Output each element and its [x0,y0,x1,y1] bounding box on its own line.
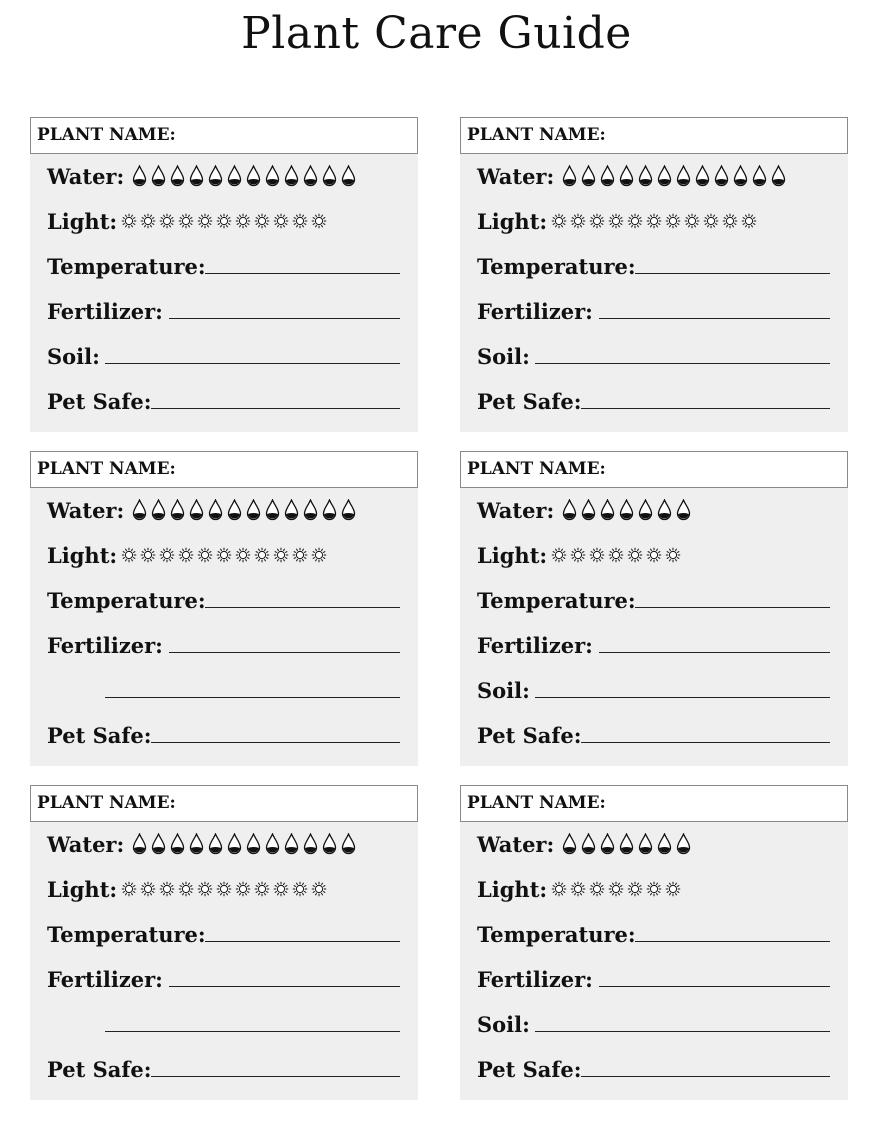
light-row [477,206,760,236]
water-drop-icon [208,499,223,521]
page-title: Plant Care Guide [241,8,632,59]
water-drop-icon [619,165,634,187]
temperature-row [477,251,636,281]
fertilizer-fill-line[interactable] [169,986,400,987]
sun-icon [589,881,605,897]
temperature-row [47,585,206,615]
pet-safe-row [477,386,582,416]
water-drop-icon [303,499,318,521]
sun-icon [570,881,586,897]
water-drop-icon [562,833,577,855]
water-label: Water: [477,497,555,523]
water-drop-icon [581,499,596,521]
fertilizer-row [47,630,163,660]
light-rating [551,213,760,229]
water-drop-icon [265,499,280,521]
water-drop-icon [208,165,223,187]
pet-safe-row [477,1054,582,1084]
temperature-fill-line[interactable] [635,273,830,274]
water-drop-icon [695,165,710,187]
water-rating [562,833,695,855]
water-drop-icon [657,165,672,187]
sun-icon [551,547,567,563]
water-row [477,829,695,859]
water-drop-icon [322,499,337,521]
water-drop-icon [341,833,356,855]
sun-icon [216,547,232,563]
pet-safe-label: Pet Safe: [47,1056,152,1082]
soil-fill-line[interactable] [535,1031,830,1032]
water-label: Water: [477,831,555,857]
sun-icon [121,213,137,229]
sun-icon [159,547,175,563]
fertilizer-row [477,630,593,660]
sun-icon [627,881,643,897]
water-drop-icon [284,165,299,187]
sun-icon [665,881,681,897]
sun-icon [311,547,327,563]
soil-row [477,1009,530,1039]
plant-card [30,117,418,432]
soil-fill-line[interactable] [105,697,400,698]
fertilizer-label: Fertilizer: [477,632,593,658]
sun-icon [570,213,586,229]
pet-safe-row [47,386,152,416]
pet-safe-label: Pet Safe: [477,722,582,748]
water-drop-icon [170,165,185,187]
water-rating [132,165,360,187]
water-drop-icon [676,833,691,855]
sun-icon [273,881,289,897]
soil-label: Soil: [477,1011,530,1037]
light-label: Light: [477,876,548,902]
water-drop-icon [151,499,166,521]
temperature-label: Temperature: [477,587,636,613]
fertilizer-label: Fertilizer: [47,966,163,992]
fertilizer-label: Fertilizer: [477,966,593,992]
soil-label: Soil: [47,343,100,369]
water-label: Water: [47,831,125,857]
sun-icon [646,213,662,229]
soil-fill-line[interactable] [105,363,400,364]
water-drop-icon [676,165,691,187]
water-drop-icon [619,499,634,521]
water-drop-icon [303,165,318,187]
light-label: Light: [47,542,118,568]
pet-safe-label: Pet Safe: [477,1056,582,1082]
pet-safe-row [47,720,152,750]
water-drop-icon [600,833,615,855]
sun-icon [159,881,175,897]
plant-name-field[interactable]: PLANT NAME: [30,451,418,488]
water-row [47,161,360,191]
sun-icon [197,881,213,897]
sun-icon [254,881,270,897]
pet-safe-fill-line[interactable] [581,408,830,409]
fertilizer-fill-line[interactable] [599,652,830,653]
water-label: Water: [477,163,555,189]
sun-icon [292,213,308,229]
water-label: Water: [47,497,125,523]
fertilizer-fill-line[interactable] [599,318,830,319]
light-rating [121,547,330,563]
water-drop-icon [714,165,729,187]
water-drop-icon [189,165,204,187]
water-drop-icon [657,833,672,855]
water-rating [132,833,360,855]
temperature-label: Temperature: [477,253,636,279]
soil-fill-line[interactable] [535,697,830,698]
sun-icon [140,213,156,229]
water-drop-icon [284,833,299,855]
fertilizer-row [477,296,593,326]
sun-icon [292,881,308,897]
light-row [47,540,330,570]
sun-icon [722,213,738,229]
sun-icon [121,881,137,897]
fertilizer-label: Fertilizer: [47,632,163,658]
water-rating [562,499,695,521]
water-drop-icon [733,165,748,187]
water-drop-icon [189,833,204,855]
water-rating [132,499,360,521]
sun-icon [178,213,194,229]
water-row [47,829,360,859]
plant-name-field[interactable]: PLANT NAME: [30,785,418,822]
water-label: Water: [47,163,125,189]
fertilizer-fill-line[interactable] [169,652,400,653]
water-drop-icon [303,833,318,855]
sun-icon [216,881,232,897]
water-drop-icon [189,499,204,521]
sun-icon [703,213,719,229]
water-drop-icon [151,833,166,855]
water-row [47,495,360,525]
water-drop-icon [676,499,691,521]
sun-icon [235,213,251,229]
temperature-fill-line[interactable] [205,607,400,608]
sun-icon [254,213,270,229]
temperature-row [477,919,636,949]
sun-icon [570,547,586,563]
sun-icon [551,213,567,229]
pet-safe-fill-line[interactable] [151,742,400,743]
sun-icon [665,213,681,229]
water-drop-icon [284,499,299,521]
water-drop-icon [771,165,786,187]
light-rating [121,881,330,897]
water-drop-icon [227,499,242,521]
pet-safe-fill-line[interactable] [151,1076,400,1077]
pet-safe-row [47,1054,152,1084]
water-drop-icon [638,499,653,521]
sun-icon [741,213,757,229]
temperature-row [477,585,636,615]
temperature-label: Temperature: [47,587,206,613]
plant-name-field[interactable]: PLANT NAME: [460,117,848,154]
sun-icon [608,213,624,229]
water-drop-icon [341,499,356,521]
soil-label: Soil: [477,677,530,703]
water-drop-icon [638,165,653,187]
water-rating [562,165,790,187]
sun-icon [178,881,194,897]
sun-icon [589,213,605,229]
sun-icon [159,213,175,229]
water-drop-icon [132,499,147,521]
sun-icon [197,213,213,229]
water-drop-icon [600,499,615,521]
temperature-fill-line[interactable] [635,607,830,608]
fertilizer-fill-line[interactable] [169,318,400,319]
sun-icon [589,547,605,563]
fertilizer-row [47,296,163,326]
sun-icon [292,547,308,563]
light-row [47,874,330,904]
pet-safe-label: Pet Safe: [47,388,152,414]
sun-icon [684,213,700,229]
plant-card [30,785,418,1100]
fertilizer-fill-line[interactable] [599,986,830,987]
plant-name-field[interactable]: PLANT NAME: [460,785,848,822]
water-drop-icon [581,165,596,187]
temperature-label: Temperature: [477,921,636,947]
pet-safe-fill-line[interactable] [151,408,400,409]
sun-icon [646,881,662,897]
temperature-row [47,251,206,281]
light-label: Light: [477,542,548,568]
fertilizer-label: Fertilizer: [477,298,593,324]
water-drop-icon [132,833,147,855]
temperature-fill-line[interactable] [205,941,400,942]
pet-safe-row [477,720,582,750]
temperature-row [47,919,206,949]
water-drop-icon [208,833,223,855]
pet-safe-fill-line[interactable] [581,742,830,743]
sun-icon [311,881,327,897]
plant-name-field[interactable]: PLANT NAME: [30,117,418,154]
sun-icon [254,547,270,563]
sun-icon [235,547,251,563]
water-drop-icon [581,833,596,855]
water-row [477,495,695,525]
sun-icon [551,881,567,897]
water-drop-icon [322,165,337,187]
light-label: Light: [47,876,118,902]
water-drop-icon [657,499,672,521]
water-drop-icon [341,165,356,187]
water-drop-icon [265,833,280,855]
water-drop-icon [246,833,261,855]
temperature-fill-line[interactable] [205,273,400,274]
plant-card [460,785,848,1100]
pet-safe-fill-line[interactable] [581,1076,830,1077]
water-drop-icon [246,499,261,521]
soil-row [477,341,530,371]
water-drop-icon [227,165,242,187]
light-label: Light: [477,208,548,234]
light-row [47,206,330,236]
sun-icon [140,881,156,897]
light-label: Light: [47,208,118,234]
plant-card [30,451,418,766]
pet-safe-label: Pet Safe: [47,722,152,748]
light-rating [551,881,684,897]
sun-icon [646,547,662,563]
water-row [477,161,790,191]
soil-fill-line[interactable] [105,1031,400,1032]
plant-card [460,451,848,766]
soil-row [47,341,100,371]
light-row [477,540,684,570]
sun-icon [665,547,681,563]
water-drop-icon [265,165,280,187]
plant-name-field[interactable]: PLANT NAME: [460,451,848,488]
water-drop-icon [600,165,615,187]
fertilizer-row [47,964,163,994]
temperature-label: Temperature: [47,253,206,279]
sun-icon [608,881,624,897]
sun-icon [197,547,213,563]
fertilizer-label: Fertilizer: [47,298,163,324]
sun-icon [627,547,643,563]
water-drop-icon [151,165,166,187]
sun-icon [121,547,137,563]
light-row [477,874,684,904]
temperature-fill-line[interactable] [635,941,830,942]
pet-safe-label: Pet Safe: [477,388,582,414]
sun-icon [608,547,624,563]
water-drop-icon [132,165,147,187]
fertilizer-row [477,964,593,994]
water-drop-icon [246,165,261,187]
soil-label: Soil: [477,343,530,369]
water-drop-icon [619,833,634,855]
sun-icon [235,881,251,897]
water-drop-icon [562,499,577,521]
sun-icon [311,213,327,229]
sun-icon [140,547,156,563]
sun-icon [627,213,643,229]
sun-icon [216,213,232,229]
water-drop-icon [562,165,577,187]
sun-icon [273,547,289,563]
soil-row [477,675,530,705]
sun-icon [273,213,289,229]
water-drop-icon [170,499,185,521]
water-drop-icon [752,165,767,187]
plant-card [460,117,848,432]
light-rating [121,213,330,229]
soil-fill-line[interactable] [535,363,830,364]
water-drop-icon [227,833,242,855]
light-rating [551,547,684,563]
temperature-label: Temperature: [47,921,206,947]
water-drop-icon [638,833,653,855]
water-drop-icon [170,833,185,855]
sun-icon [178,547,194,563]
water-drop-icon [322,833,337,855]
